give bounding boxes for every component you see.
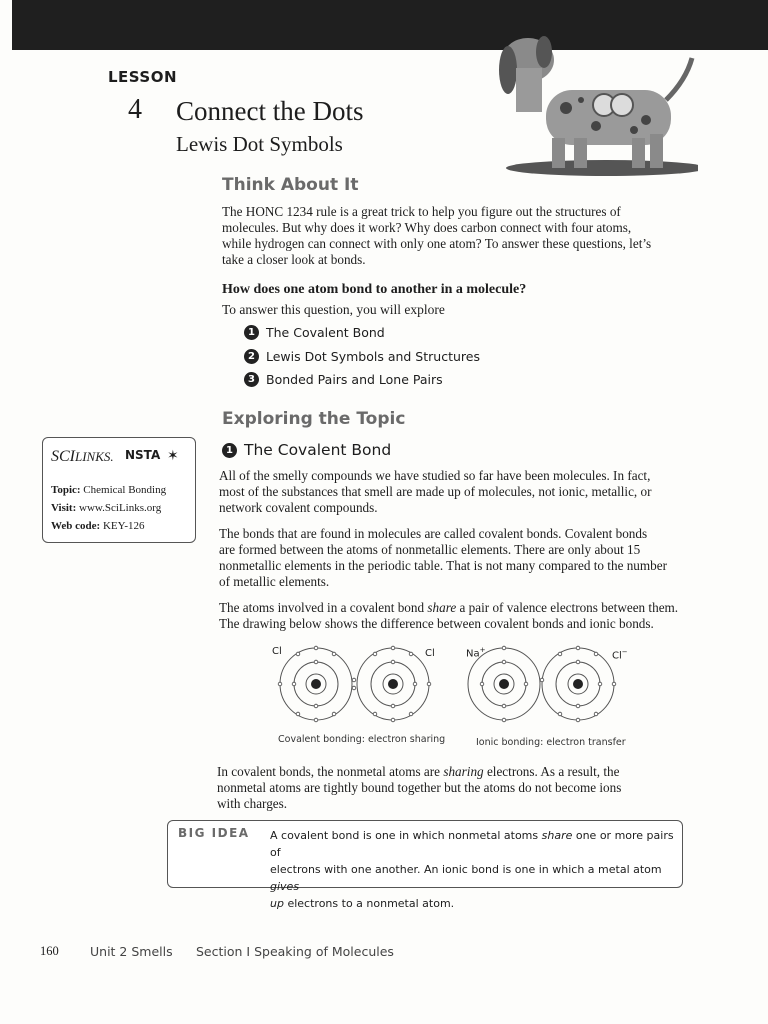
conclusion-paragraph — [217, 764, 689, 812]
exploring-heading: Exploring the Topic — [222, 409, 406, 429]
think-line: molecules. But why does it work? Why does carbon connect with four atoms, — [222, 220, 632, 235]
topic-item — [244, 325, 385, 340]
p3-text: a pair of valence electrons between them. — [456, 600, 679, 615]
big-idea-emphasis: up — [270, 897, 284, 910]
code-label: Web code: — [51, 520, 101, 532]
cl-charge: − — [621, 648, 628, 656]
big-idea-text — [270, 827, 674, 912]
cl-ion-label — [612, 648, 628, 661]
scilinks-links-text: LINKS. — [75, 449, 114, 464]
big-idea-text-part: electrons with one another. An ionic bond is one in which a metal atom — [270, 863, 662, 876]
big-idea-emphasis: gives — [270, 880, 300, 893]
na-charge: + — [479, 646, 486, 654]
conclusion-text: In covalent bonds, the nonmetal atoms are — [217, 764, 444, 779]
big-idea-label: BIG IDEA — [178, 826, 250, 840]
p2-line: The bonds that are found in molecules are called covalent bonds. Covalent bonds — [219, 526, 648, 541]
topic-label: The Covalent Bond — [266, 325, 385, 340]
p2-line: of metallic elements. — [219, 574, 330, 589]
think-line: while hydrogen can connect with only one atom? To answer these questions, let’s — [222, 236, 652, 251]
cl-left-label: Cl — [272, 646, 282, 657]
topic-label: Bonded Pairs and Lone Pairs — [266, 372, 443, 387]
topic-label: Lewis Dot Symbols and Structures — [266, 349, 480, 364]
number-1-icon: 1 — [222, 443, 237, 458]
page-subtitle: Lewis Dot Symbols — [176, 132, 343, 156]
big-idea-box — [167, 820, 683, 910]
topic-label: Topic: — [51, 484, 81, 496]
covalent-bond-heading — [222, 441, 391, 459]
nsta-logo: NSTA — [125, 448, 161, 462]
na-label — [466, 646, 485, 659]
p1-line: network covalent compounds. — [219, 500, 378, 515]
big-idea-text-part: electrons to a nonmetal atom. — [283, 897, 455, 910]
topic-value: Chemical Bonding — [83, 484, 167, 496]
big-idea-line — [270, 827, 674, 861]
conclusion-emphasis: sharing — [443, 764, 484, 779]
bonding-diagram — [268, 640, 648, 730]
scilinks-code — [51, 520, 145, 532]
cursor-icon: ✶ — [167, 449, 179, 464]
scilinks-topic — [51, 484, 166, 496]
visit-label: Visit: — [51, 502, 77, 514]
paragraph-3 — [219, 600, 691, 632]
conclusion-line: with charges. — [217, 796, 288, 811]
conclusion-line — [217, 764, 689, 780]
footer-section: Section I Speaking of Molecules — [196, 944, 394, 959]
lesson-number: 4 — [128, 94, 142, 125]
big-idea-text-part: A covalent bond is one in which nonmetal atoms — [270, 829, 542, 842]
big-idea-emphasis: share — [541, 829, 573, 842]
big-idea-line — [270, 895, 674, 912]
think-line: take a closer look at bonds. — [222, 252, 366, 267]
p2-line: nonmetallic elements in the periodic table. That is not many compared to the number — [219, 558, 668, 573]
explore-intro: To answer this question, you will explore — [222, 302, 445, 317]
code-value: KEY-126 — [102, 520, 145, 532]
topic-item — [244, 349, 480, 364]
conclusion-line: nonmetal atoms are tightly bound together but the atoms do not become ions — [217, 780, 622, 795]
scilinks-sci-text: SCI — [51, 448, 75, 465]
p1-line: All of the smelly compounds we have studied so far have been molecules. In fact, — [219, 468, 651, 483]
ionic-caption: Ionic bonding: electron transfer — [476, 737, 626, 748]
scilinks-logo — [51, 444, 114, 467]
big-idea-line — [270, 861, 674, 895]
number-3-icon: 3 — [244, 372, 259, 387]
think-paragraph — [222, 204, 692, 268]
big-idea-text-part: one or more pairs of — [270, 829, 674, 859]
cl-symbol: Cl — [612, 650, 622, 662]
na-symbol: Na — [466, 648, 480, 660]
covalent-caption: Covalent bonding: electron sharing — [278, 734, 446, 745]
number-2-icon: 2 — [244, 349, 259, 364]
visit-value[interactable]: www.SciLinks.org — [79, 502, 162, 514]
p3-text: The atoms involved in a covalent bond — [219, 600, 428, 615]
think-heading: Think About It — [222, 175, 359, 195]
page-title: Connect the Dots — [176, 96, 364, 126]
lesson-label: LESSON — [108, 68, 178, 86]
p3-line: The drawing below shows the difference between covalent bonds and ionic bonds. — [219, 616, 654, 631]
p3-emphasis: share — [427, 600, 457, 615]
scilinks-box — [42, 437, 196, 543]
conclusion-text: electrons. As a result, the — [483, 764, 620, 779]
topic-item — [244, 372, 443, 387]
p2-line: are formed between the atoms of nonmetallic elements. There are only about 15 — [219, 542, 641, 557]
paragraph-2 — [219, 526, 691, 590]
key-question: How does one atom bond to another in a molecule? — [222, 282, 527, 297]
cl-right-label: Cl — [425, 648, 435, 659]
page-number: 160 — [40, 944, 59, 958]
dog-illustration — [486, 30, 698, 180]
p3-line — [219, 600, 691, 616]
scilinks-visit — [51, 502, 161, 514]
think-line: The HONC 1234 rule is a great trick to help you figure out the structures of — [222, 204, 621, 219]
p1-line: most of the substances that smell are made up of molecules, not ionic, metallic, or — [219, 484, 652, 499]
number-1-icon: 1 — [244, 325, 259, 340]
footer-unit: Unit 2 Smells — [90, 944, 173, 959]
sub-heading-label: The Covalent Bond — [244, 441, 392, 459]
paragraph-1 — [219, 468, 691, 516]
